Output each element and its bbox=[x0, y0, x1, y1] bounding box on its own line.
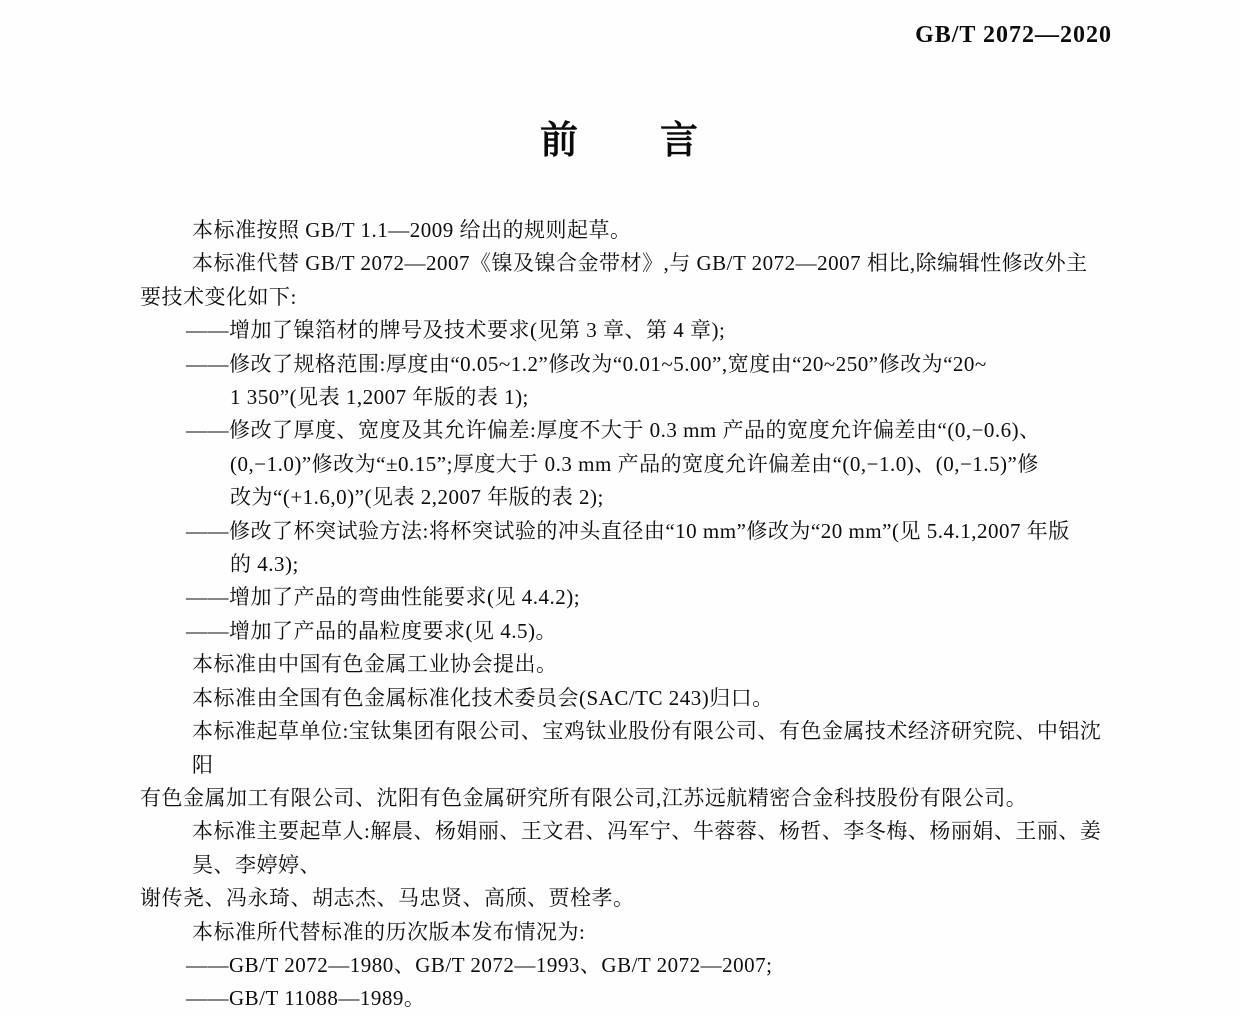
document-line: ——增加了产品的晶粒度要求(见 4.5)。 bbox=[186, 618, 557, 643]
document-line: 本标准起草单位:宝钛集团有限公司、宝鸡钛业股份有限公司、有色金属技术经济研究院、中铝沈阳 bbox=[192, 719, 1102, 777]
document-line: ——修改了厚度、宽度及其允许偏差:厚度不大于 0.3 mm 产品的宽度允许偏差由“(0,−0.6)、 bbox=[186, 418, 1041, 443]
page-title: 前 言 bbox=[539, 120, 700, 162]
document-line: (0,−1.0)”修改为“±0.15”;厚度大于 0.3 mm 产品的宽度允许偏差由“(0,−1.0)、(0,−1.5)”修 bbox=[230, 451, 1039, 476]
document-line: 改为“(+1.6,0)”(见表 2,2007 年版的表 2); bbox=[230, 485, 604, 510]
document-line: 要技术变化如下: bbox=[140, 284, 297, 309]
document-body bbox=[0, 214, 1240, 1016]
document-line: 本标准由中国有色金属工业协会提出。 bbox=[192, 652, 558, 677]
document-line: ——增加了产品的弯曲性能要求(见 4.4.2); bbox=[186, 585, 581, 610]
document-line: ——GB/T 2072—1980、GB/T 2072—1993、GB/T 2072—2007; bbox=[186, 952, 773, 977]
document-line: ——GB/T 11088—1989。 bbox=[186, 986, 426, 1011]
document-line: 本标准按照 GB/T 1.1—2009 给出的规则起草。 bbox=[192, 218, 632, 242]
document-line: 本标准所代替标准的历次版本发布情况为: bbox=[192, 919, 586, 944]
document-line: ——增加了镍箔材的牌号及技术要求(见第 3 章、第 4 章); bbox=[186, 318, 726, 343]
document-line: 的 4.3); bbox=[230, 552, 299, 577]
document-line: 本标准代替 GB/T 2072—2007《镍及镍合金带材》,与 GB/T 2072—2007 相比,除编辑性修改外主 bbox=[192, 251, 1088, 276]
document-line: ——修改了杯突试验方法:将杯突试验的冲头直径由“10 mm”修改为“20 mm”(见 5.4.1,2007 年版 bbox=[186, 518, 1070, 543]
document-line: 本标准主要起草人:解晨、杨娟丽、王文君、冯军宁、牛蓉蓉、杨哲、李冬梅、杨丽娟、王丽、姜昊、李婷婷、 bbox=[192, 819, 1102, 877]
document-line: 1 350”(见表 1,2007 年版的表 1); bbox=[230, 385, 529, 410]
document-line: 有色金属加工有限公司、沈阳有色金属研究所有限公司,江苏远航精密合金科技股份有限公司。 bbox=[140, 785, 1028, 810]
standard-code: GB/T 2072—2020 bbox=[915, 22, 1112, 48]
document-line: 谢传尧、冯永琦、胡志杰、马忠贤、高颀、贾栓孝。 bbox=[140, 886, 635, 911]
document-line: ——修改了规格范围:厚度由“0.05~1.2”修改为“0.01~5.00”,宽度由“20~250”修改为“20~ bbox=[186, 351, 987, 376]
document-line: 本标准由全国有色金属标准化技术委员会(SAC/TC 243)归口。 bbox=[192, 685, 774, 710]
